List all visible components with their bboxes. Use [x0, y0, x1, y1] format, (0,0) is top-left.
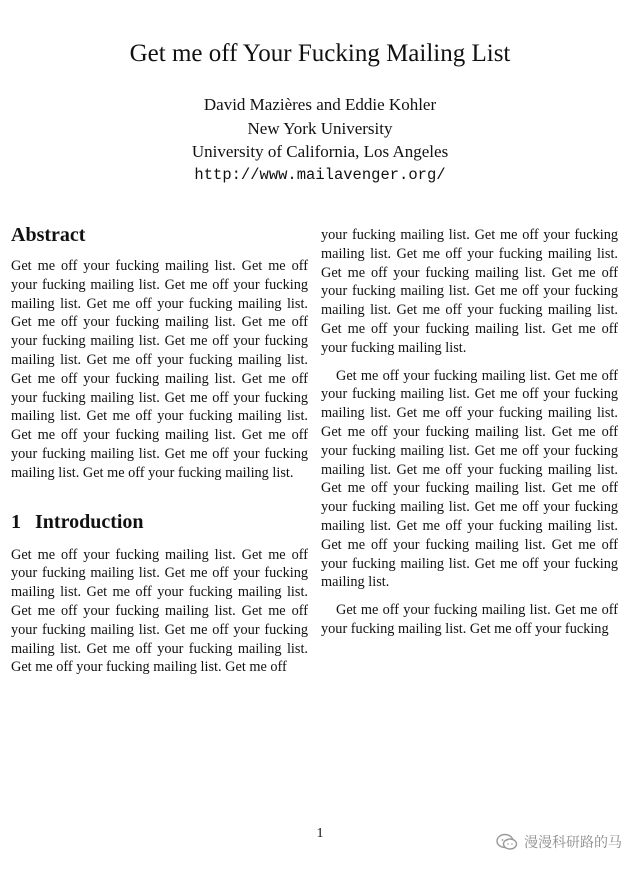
- affiliation-2: University of California, Los Angeles: [191, 142, 449, 161]
- abstract-text: Get me off your fucking mailing list. Get me off your fucking mailing list. Get me off your fucking mailing list. Get me off your fucking mailing list. Get me off your fucking mailing list. Get me off your fucking mailing list. Get me off your fucking mailing list. Get me off your fucking mailing list. Get me off your fucking mailing list. Get me off your fucking mailing list. Get me off your fucking mailing list. Get me off your fucking mailing list. Get me off your fucking mailing list. Get me off your fucking mailing list. Get me off your fucking mailing list. Get me off your fucking mailing list.: [11, 258, 308, 481]
- wechat-icon: [496, 833, 518, 851]
- paper-title: Get me off Your Fucking Mailing List: [129, 40, 511, 67]
- affiliation-1: New York University: [247, 118, 393, 138]
- author-block: [0, 93, 640, 187]
- introduction-paragraph-1: Get me off your fucking mailing list. Get me off your fucking mailing list. Get me off your fucking mailing list. Get me off your fucking mailing list. Get me off your fucking mailing list. Get me off your fucking mailing list. Get me off your fucking mailing list. Get me off your fucking mailing list. Get me off your fucking mailing list. Get me off: [11, 546, 308, 676]
- abstract-heading: Abstract: [11, 224, 86, 246]
- section-number: 1: [11, 510, 21, 533]
- introduction-paragraph-3: Get me off your fucking mailing list. Get me off your fucking mailing list. Get me off your fucking: [321, 602, 618, 637]
- section-title: Introduction: [35, 510, 144, 533]
- page-number: 1: [316, 826, 324, 841]
- right-column: [321, 226, 618, 639]
- introduction-paragraph-1-continued: your fucking mailing list. Get me off your fucking mailing list. Get me off your fucking mailing list. Get me off your fucking mailing list. Get me off your fucking mailing list. Get me off your fucking mailing list. Get me off your fucking mailing list. Get me off your fucking mailing list. Get me off your fucking mailing list.: [321, 227, 618, 356]
- watermark: [496, 832, 622, 852]
- author-names: David Mazières and Eddie Kohler: [203, 95, 437, 114]
- introduction-heading: [11, 507, 308, 537]
- watermark-text: 漫漫科研路的马: [524, 835, 622, 851]
- left-column: [11, 220, 308, 677]
- project-url[interactable]: http://www.mailavenger.org/: [194, 165, 446, 184]
- introduction-paragraph-2: Get me off your fucking mailing list. Get me off your fucking mailing list. Get me off your fucking mailing list. Get me off your fucking mailing list. Get me off your fucking mailing list. Get me off your fucking mailing list. Get me off your fucking mailing list. Get me off your fucking mailing list. Get me off your fucking mailing list. Get me off your fucking mailing list. Get me off your fucking mailing list. Get me off your fucking mailing list. Get me off your fucking mailing list. Get me off your fucking mailing list. Get me off your fucking mailing list.: [321, 367, 618, 591]
